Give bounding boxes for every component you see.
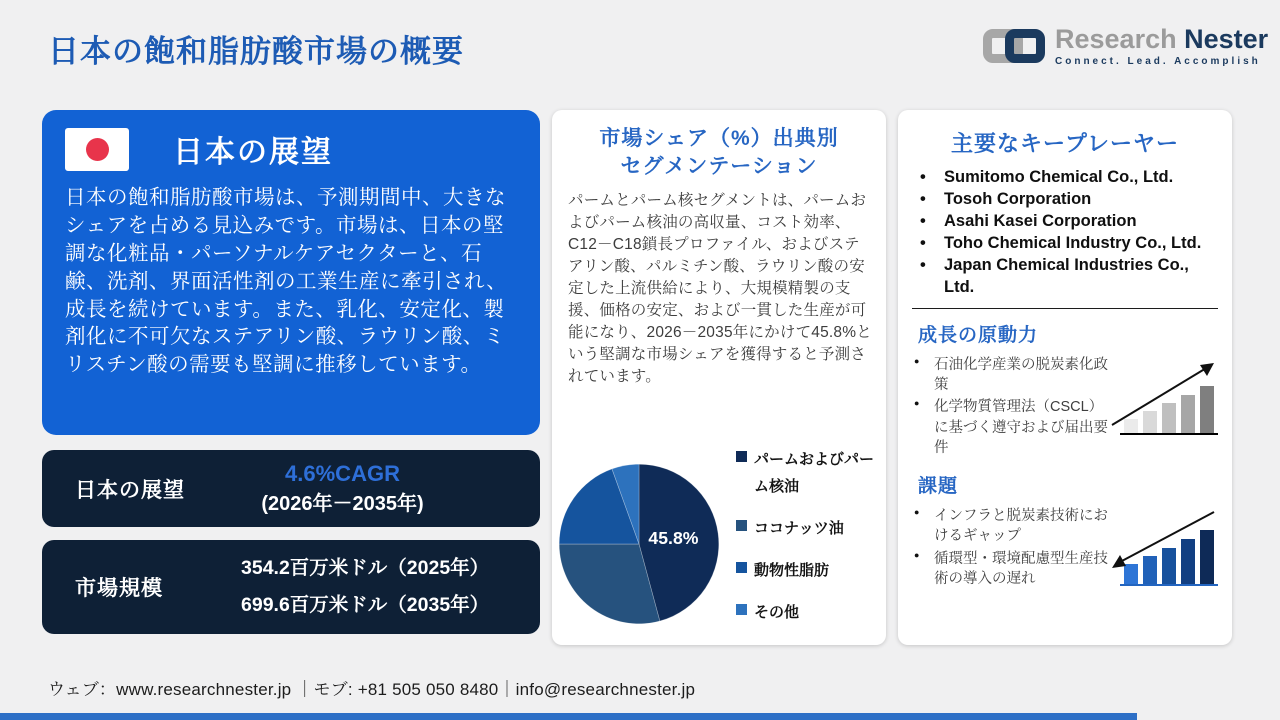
research-nester-logo: [983, 24, 1268, 68]
outlook-card-header: [65, 127, 517, 171]
pie-highlight-label: 45.8%: [648, 528, 699, 548]
challenges-heading: 課題: [918, 476, 959, 498]
trend-up-arrow-icon: [1110, 355, 1222, 435]
trend-arrow-down-left-icon: [1110, 506, 1222, 586]
chain-links-icon: [983, 24, 1045, 68]
growth-trend-chart: [1110, 355, 1222, 435]
chain-link-right-icon: [1005, 29, 1045, 63]
logo-text: [1055, 23, 1269, 67]
cagr-value: 4.6%CAGR: [285, 461, 400, 486]
market-size-card: [42, 540, 540, 634]
legend-label: ココナッツ油: [754, 520, 844, 537]
challenges-trend-chart: [1110, 506, 1222, 586]
market-share-body: パームとパーム核セグメントは、パームおよびパーム核油の高収量、コスト効率、C12－C18鎖長プロファイル、およびステアリン酸、パルミチン酸、ラウリン酸の安定した上流供給により、大規模精製の支援、価格の安定、および一貫した生産が可能になり、2026－2035年にかけて45.8%という堅調な市場シェアを獲得すると予測されています。: [568, 191, 872, 385]
market-share-heading-line2: セグメンテーション: [620, 154, 818, 178]
footer-contact-text: ウェブ：www.researchnester.jp ｜モブ: +81 505 050 8480｜info@researchnester.jp: [48, 680, 696, 699]
growth-drivers-row: [910, 355, 1222, 460]
key-players-list: [914, 167, 1216, 299]
logo-brand-primary: Research: [1055, 23, 1177, 54]
logo-tagline: Connect. Lead. Accomplish: [1055, 55, 1261, 67]
legend-swatch-icon: [736, 520, 747, 531]
growth-driver-item: ● 化学物質管理法（CSCL）に基づく遵守および届出要件: [910, 397, 1110, 458]
japan-outlook-card: [42, 110, 540, 435]
outlook-card-body: 日本の飽和脂肪酸市場は、予測期間中、大きなシェアを占める見込みです。市場は、日本の堅調な化粧品・パーソナルケアセクターと、石鹸、洗剤、界面活性剤の工業生産に牽引され、成長を続けています。また、乳化、安定化、製剤化に不可欠なステアリン酸、ラウリン酸、ミリスチン酸の需要も堅調に推移しています。: [65, 186, 508, 377]
legend-item: [736, 446, 882, 500]
japan-flag-sun: [86, 138, 109, 161]
key-player-item: • Tosoh Corporation: [914, 189, 1216, 211]
legend-swatch-icon: [736, 562, 747, 573]
challenge-item: ● インフラと脱炭素技術におけるギャップ: [910, 506, 1110, 547]
logo-brand: [1055, 23, 1269, 54]
cagr-card-label: 日本の展望: [75, 478, 185, 502]
pie-chart-svg: [555, 460, 723, 628]
market-size-label: 市場規模: [75, 577, 163, 600]
page-title: 日本の飽和脂肪酸市場の概要: [48, 34, 464, 69]
market-size-2025: 354.2百万米ドル（2025年）: [241, 556, 490, 579]
section-divider: [912, 308, 1218, 309]
cagr-value-block: [185, 461, 500, 516]
legend-label: パームおよびパーム核油: [754, 451, 875, 495]
cagr-period: (2026年－2035年): [261, 493, 424, 515]
market-share-pie-chart: [555, 460, 723, 628]
growth-driver-item: ● 石油化学産業の脱炭素化政策: [910, 355, 1110, 396]
market-size-2035: 699.6百万米ドル（2035年）: [241, 594, 490, 616]
cagr-card: [42, 450, 540, 527]
legend-swatch-icon: [736, 604, 747, 615]
outlook-card-title: 日本の展望: [173, 136, 333, 169]
challenge-item: ● 循環型・環境配慮型生産技術の導入の遅れ: [910, 549, 1110, 590]
key-players-heading: 主要なキープレーヤー: [950, 131, 1180, 156]
market-size-values: [241, 550, 489, 624]
bottom-accent-bar: [0, 713, 1137, 720]
key-player-item: • Japan Chemical Industries Co., Ltd.: [914, 255, 1216, 299]
key-player-item: • Sumitomo Chemical Co., Ltd.: [914, 167, 1216, 189]
market-share-heading: [552, 125, 886, 181]
growth-drivers-list: [910, 355, 1110, 460]
legend-label: 動物性脂肪: [754, 562, 830, 579]
growth-drivers-heading: 成長の原動力: [918, 324, 1039, 346]
key-player-item: • Toho Chemical Industry Co., Ltd.: [914, 233, 1216, 255]
legend-item: [736, 515, 882, 542]
legend-item: [736, 557, 882, 584]
legend-label: その他: [754, 604, 800, 621]
pie-chart-legend: [736, 446, 882, 641]
key-players-card: [898, 110, 1232, 645]
market-share-heading-line1: 市場シェア（%）出典別: [599, 127, 839, 150]
logo-brand-secondary: Nester: [1184, 23, 1269, 54]
japan-flag-icon: [65, 128, 129, 171]
legend-swatch-icon: [736, 451, 747, 462]
challenges-list: [910, 506, 1110, 591]
challenges-row: [910, 506, 1222, 591]
market-share-card: [552, 110, 886, 645]
key-player-item: • Asahi Kasei Corporation: [914, 211, 1216, 233]
legend-item: [736, 599, 882, 626]
